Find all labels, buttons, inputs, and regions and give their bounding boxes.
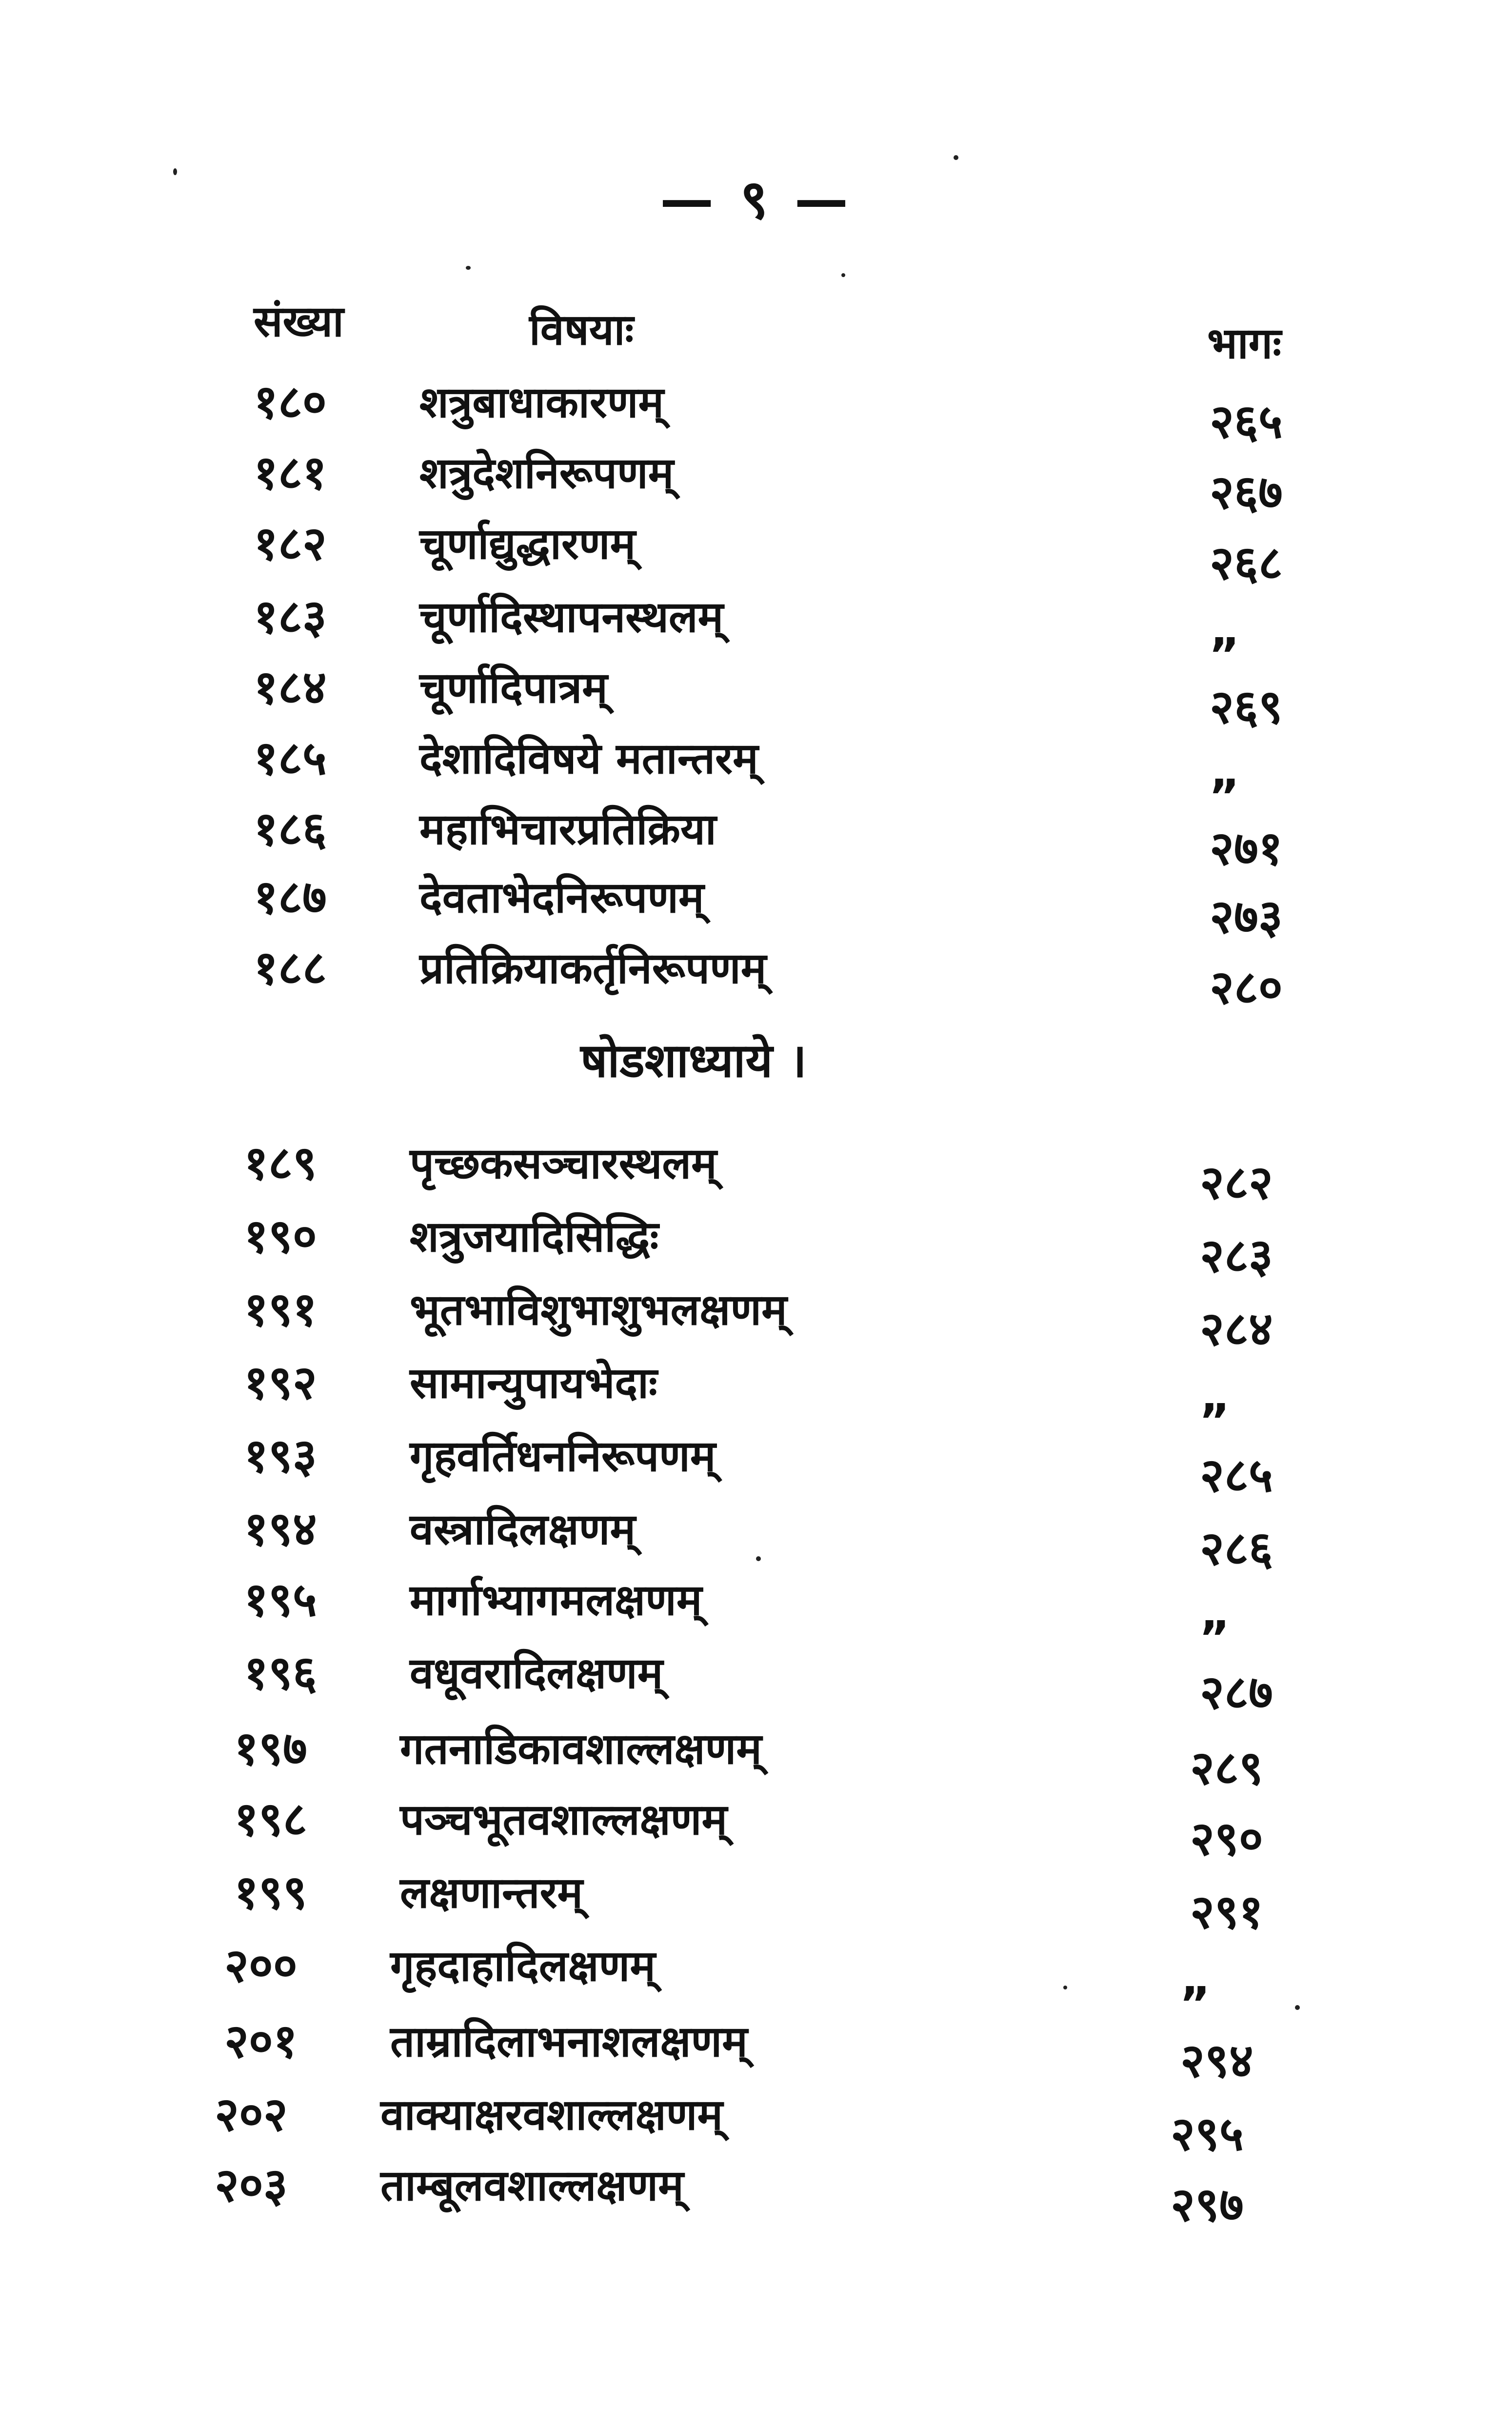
scan-speck [466,266,471,270]
entry-number: १९९ [234,1865,307,1920]
entry-number: २०३ [215,2158,288,2212]
entry-page: २९० [1190,1811,1263,1866]
entry-page: २७३ [1210,889,1283,944]
entry-page: „ [1200,1586,1231,1640]
entry-page: २६५ [1210,394,1283,449]
entry-topic: लक्षणान्तरम् [400,1868,583,1918]
entry-topic: वाक्याक्षरवशाल्लक्षणम् [380,2089,723,2140]
column-header-topic: विषयाः [529,304,634,355]
scan-speck [173,168,177,175]
entry-number: १८२ [254,516,327,571]
entry-topic: महाभिचारप्रतिक्रिया [419,804,716,854]
entry-page: २८७ [1200,1665,1273,1720]
entry-topic: मार्गाभ्यागमलक्षणम् [410,1575,702,1625]
entry-page: २८३ [1200,1228,1273,1283]
column-header-number: संख्या [254,296,344,346]
entry-number: १९३ [244,1428,317,1483]
entry-number: १९८ [234,1792,307,1847]
entry-topic: चूर्णादिपात्रम् [419,663,608,713]
entry-page: २९४ [1180,2033,1253,2088]
entry-page: २८५ [1200,1448,1273,1503]
entry-page: „ [1210,602,1241,657]
scan-speck [841,273,845,277]
entry-page: २८० [1210,960,1283,1015]
entry-topic: शत्रुदेशनिरूपणम् [419,448,674,498]
entry-topic: शत्रुजयादिसिद्धिः [410,1211,659,1262]
entry-page: २८४ [1200,1302,1273,1356]
entry-page: „ [1200,1368,1231,1423]
entry-page: २६९ [1210,680,1283,734]
entry-page: २८९ [1190,1741,1263,1795]
section-heading: षोडशाध्याये । [580,1033,807,1088]
entry-number: १८१ [254,445,327,500]
entry-topic: ताम्रादिलाभनाशलक्षणम् [390,2016,748,2067]
entry-number: १९६ [244,1646,317,1700]
entry-number: १८७ [254,870,327,924]
entry-topic: सामान्युपायभेदाः [410,1358,657,1408]
entry-page: २६७ [1210,465,1283,520]
entry-page: २७१ [1210,821,1283,876]
entry-page: २९५ [1171,2107,1244,2161]
scan-speck [756,1556,761,1561]
entry-page: „ [1180,1951,1212,2006]
entry-number: १८९ [244,1136,317,1190]
entry-number: १९४ [244,1502,317,1556]
entry-page: २८२ [1200,1155,1273,1210]
entry-topic: चूर्णादिस्थापनस्थलम् [419,592,724,642]
entry-topic: गृहवर्तिधननिरूपणम् [410,1431,716,1481]
entry-number: २०१ [224,2014,298,2069]
entry-topic: गृहदाहादिलक्षणम् [390,1941,656,1991]
entry-number: १८३ [254,589,327,644]
entry-topic: शत्रुबाधाकारणम् [419,377,664,427]
entry-number: १८४ [254,660,327,715]
entry-topic: भूतभाविशुभाशुभलक्षणम् [410,1285,787,1335]
entry-number: २०० [224,1938,298,1993]
entry-page: २८६ [1200,1521,1273,1576]
entry-topic: ताम्बूलवशाल्लक्षणम् [380,2160,684,2210]
scan-speck [1063,1986,1067,1989]
entry-topic: गतनाडिकावशाल्लक्षणम् [400,1724,762,1774]
entry-number: १८० [254,375,327,429]
entry-page: २६८ [1210,536,1283,590]
entry-topic: वधूवरादिलक्षणम् [410,1648,663,1698]
entry-number: १९१ [244,1282,317,1337]
entry-number: १८८ [254,941,327,995]
column-header-page: भागः [1207,318,1281,368]
entry-number: १९७ [234,1721,307,1776]
entry-number: १९२ [244,1355,317,1410]
entry-number: १९५ [244,1572,317,1627]
entry-topic: देवताभेदनिरूपणम् [419,872,704,923]
scan-speck [954,155,958,160]
entry-topic: पञ्चभूतवशाल्लक्षणम् [400,1794,728,1845]
entry-number: १८५ [254,731,327,785]
scan-speck [1295,2005,1300,2010]
entry-page: „ [1210,744,1241,799]
entry-topic: वस्त्रादिलक्षणम् [410,1504,636,1554]
entry-page: २९७ [1171,2177,1244,2232]
entry-number: २०२ [215,2087,288,2142]
entry-topic: चूर्णाद्युद्धारणम् [419,519,636,569]
entry-number: १८६ [254,802,327,856]
entry-topic: पृच्छकसञ्चारस्थलम् [410,1138,717,1188]
entry-topic: देशादिविषये मतान्तरम् [419,733,758,783]
entry-page: २९१ [1190,1885,1263,1939]
entry-topic: प्रतिक्रियाकर्तृनिरूपणम् [419,943,767,993]
page-number: — ९ — [660,168,852,231]
entry-number: १९० [244,1209,317,1264]
